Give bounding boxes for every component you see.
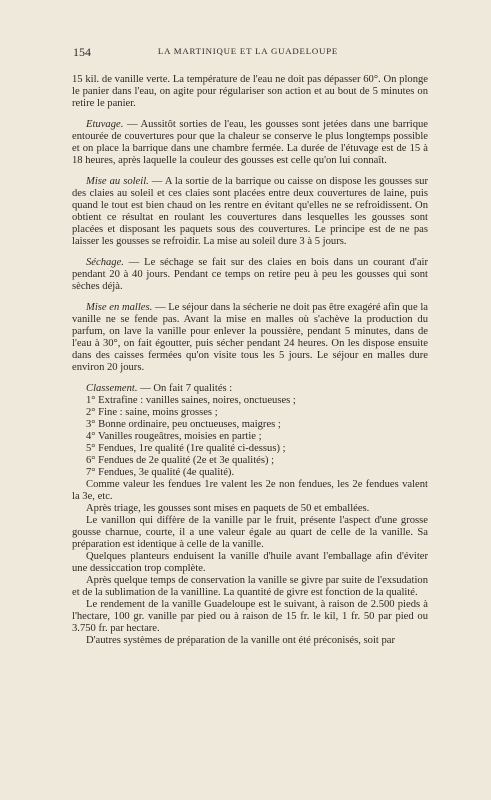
list-item: 4° Vanilles rougeâtres, moisies en partie ; (86, 431, 262, 442)
mise-en-malles-paragraph (72, 302, 428, 374)
sechage-text: — Le séchage se fait sur des claies en bois dans un courant d'air pendant 20 à 40 jours. Pendant ce temps on retire peu à peu les gousses qui sont sèches déjà. (72, 257, 428, 292)
closing-paragraph: Comme valeur les fendues 1re valent les 2e non fendues, les 2e fendues valent la 3e, etc. (72, 479, 428, 502)
closing-paragraph: Quelques planteurs enduisent la vanille d'huile avant l'emballage afin d'éviter une dessiccation trop complète. (72, 551, 428, 574)
classement-paragraph (72, 383, 428, 395)
mise-au-soleil-paragraph (72, 176, 428, 248)
running-title: LA MARTINIQUE ET LA GUADELOUPE (157, 46, 339, 56)
quality-list (72, 395, 428, 479)
closing-paragraph: Le vanillon qui diffère de la vanille par le fruit, présente l'aspect d'une grosse gousse charnue, courte, il a une valeur égale au quart de celle de la vanille. Sa préparation est identique à celle de la vanille. (72, 515, 428, 550)
intro-paragraph: 15 kil. de vanille verte. La température de l'eau ne doit pas dépasser 60°. On plonge le panier dans l'eau, on agite pour régulariser son action et au bout de 5 minutes on retire le panier. (72, 74, 428, 109)
sechage-paragraph (72, 257, 428, 293)
mise-au-soleil-heading: Mise au soleil. (86, 176, 149, 187)
mise-en-malles-text: — Le séjour dans la sécherie ne doit pas être exagéré afin que la vanille ne se fende pas. Avant la mise en malles où s'achève la production du parfum, on lave la vanille pour enlever la poussière, pendant 5 minutes, dans de l'eau à 30°, on fait égoutter, puis sécher pendant 24 heures. On les dispose ensuite dans des caisses fermées qu'on visite tous les 5 jours. Le séjour en malles dure environ 20 jours. (72, 302, 428, 373)
page-header (73, 45, 423, 59)
mise-au-soleil-text: — A la sortie de la barrique ou caisse on dispose les gousses sur des claies au soleil et ces claies sont placées entre deux couvertures de laine, puis quand le tout est bien chaud on les rentre en évitant qu'elles ne se refroidissent. On obtient ce résultat en roulant les couvertures dans lesquelles les gousses sont placées et disposant les paquets sous des couvertures. Le principe est de ne pas laisser les gousses se refroidir. La mise au soleil dure 3 à 5 jours. (72, 176, 428, 247)
list-item: 7° Fendues, 3e qualité (4e qualité). (86, 467, 235, 478)
sechage-heading: Séchage. (86, 257, 124, 268)
closing-paragraph: Après quelque temps de conservation la vanille se givre par suite de l'exsudation et de la sublimation de la vanilline. La quantité de givre est fonction de la qualité. (72, 575, 428, 598)
closing-paragraph: Le rendement de la vanille Guadeloupe est le suivant, à raison de 2.500 pieds à l'hectare, 100 gr. vanille par pied ou à raison de 15 fr. le kil, 1 fr. 50 par pied ou 3.750 fr. par hectare. (72, 599, 428, 634)
page-body (72, 74, 428, 647)
classement-text: — On fait 7 qualités : (137, 383, 233, 394)
list-item: 3° Bonne ordinaire, peu onctueuses, maigres ; (86, 419, 281, 430)
list-item: 6° Fendues de 2e qualité (2e et 3e qualités) ; (86, 455, 275, 466)
etuvage-text: — Aussitôt sorties de l'eau, les gousses sont jetées dans une barrique entourée de couvertures pour que la chaleur se conserve le plus longtemps possible et on place la barrique dans une chambre fermée. La durée de l'étuvage est de 15 à 18 heures, après laquelle la couleur des gousses est celle qu'on lui connaît. (72, 119, 428, 166)
classement-heading: Classement. (86, 383, 138, 394)
etuvage-heading: Etuvage. (86, 119, 124, 130)
closing-paragraph: Après triage, les gousses sont mises en paquets de 50 et emballées. (86, 503, 370, 514)
page-number: 154 (73, 45, 91, 59)
mise-en-malles-heading: Mise en malles. (86, 302, 153, 313)
list-item: 2° Fine : saine, moins grosses ; (86, 407, 218, 418)
closing-paragraph: D'autres systèmes de préparation de la vanille ont été préconisés, soit par (86, 635, 396, 646)
etuvage-paragraph (72, 119, 428, 167)
classement-section (72, 383, 428, 647)
list-item: 5° Fendues, 1re qualité (1re qualité ci-dessus) ; (86, 443, 286, 454)
list-item: 1° Extrafine : vanilles saines, noires, onctueuses ; (86, 395, 296, 406)
